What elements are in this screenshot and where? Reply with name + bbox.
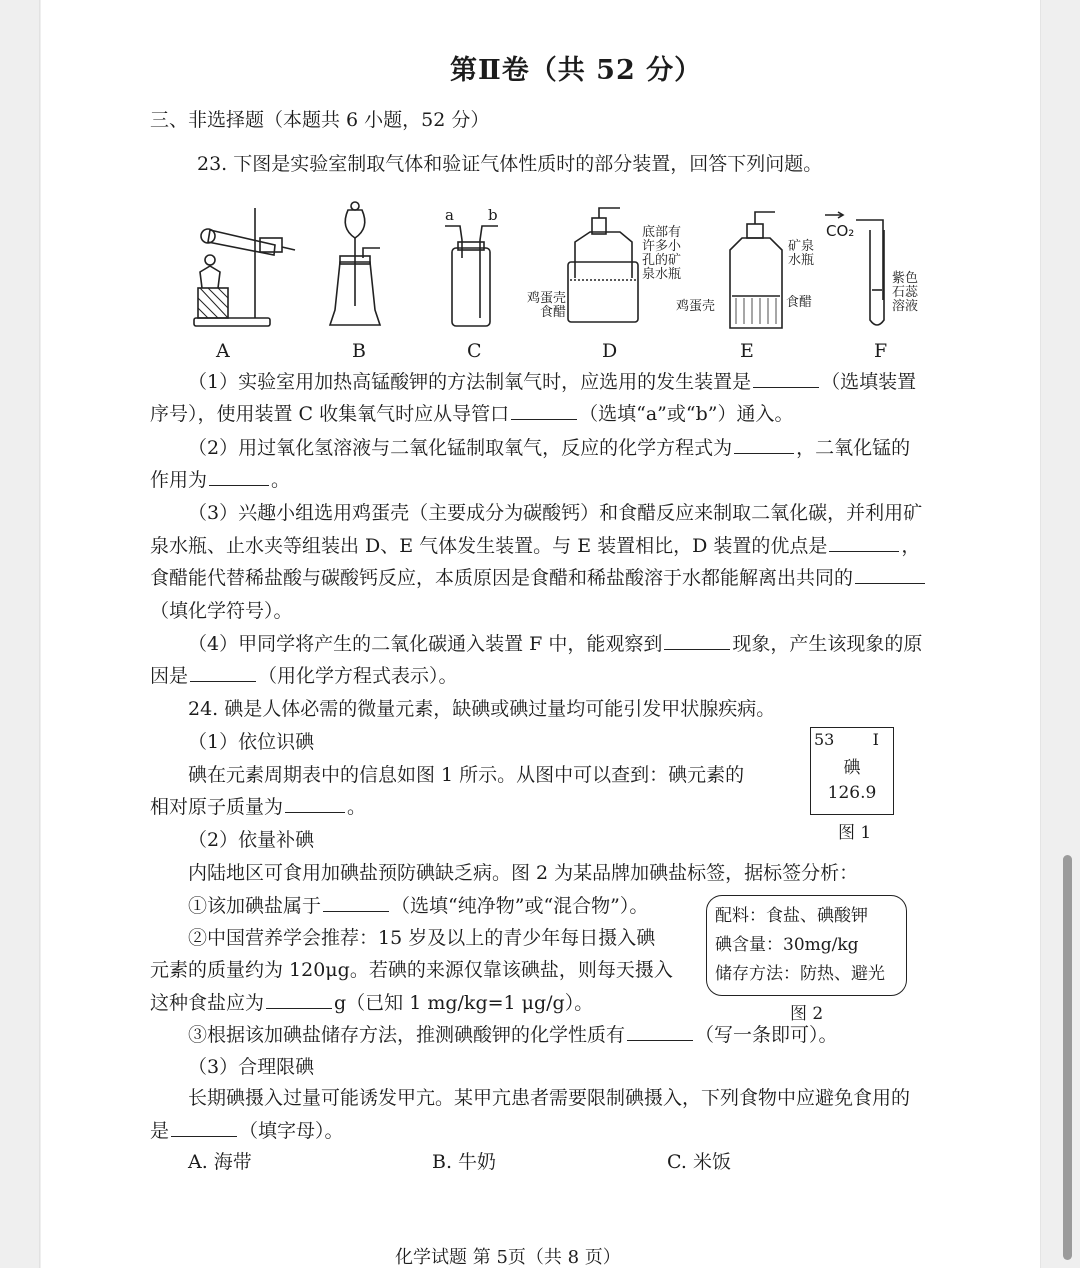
apparatus-label-e: E: [740, 340, 754, 362]
answer-blank[interactable]: [627, 1023, 693, 1041]
apparatus-label-f: F: [874, 340, 888, 362]
apparatus-label-c: C: [467, 340, 482, 362]
q24-sub1-title: （1）依位识碘: [188, 731, 315, 753]
answer-blank[interactable]: [753, 370, 819, 388]
option-b: B. 牛奶: [432, 1151, 497, 1173]
q24-sub2-q1: ①该加碘盐属于 （选填“纯净物”或“混合物”）。: [188, 895, 649, 917]
e-right-label: 食醋: [786, 295, 813, 310]
atomic-number: 53: [814, 730, 835, 749]
apparatus-figure: [180, 200, 960, 370]
part-heading: 三、非选择题（本题共 6 小题，52 分）: [150, 109, 490, 131]
q23-part4-line1: （4）甲同学将产生的二氧化碳通入装置 F 中，能观察到 现象，产生该现象的原: [188, 633, 923, 655]
left-gutter: [0, 0, 40, 1268]
q23-stem: 23. 下图是实验室制取气体和验证气体性质时的部分装置，回答下列问题。: [197, 153, 823, 175]
answer-blank[interactable]: [734, 436, 794, 454]
answer-blank[interactable]: [190, 664, 256, 682]
q23-part1-line2: 序号），使用装置 C 收集氧气时应从导管口 （选填“a”或“b”）通入。: [150, 403, 794, 425]
q23-part3-line4: （填化学符号）。: [150, 600, 293, 622]
q24-sub2-q2-line3: 这种食盐应为 g（已知 1 mg/kg=1 μg/g）。: [150, 992, 594, 1014]
q24-sub2-q2-line1: ②中国营养学会推荐：15 岁及以上的青少年每日摄入碘: [188, 927, 656, 949]
apparatus-label-d: D: [602, 340, 618, 362]
f-note: 紫色 石蕊 溶液: [892, 271, 919, 314]
f-gas-label: CO₂: [826, 222, 855, 240]
q23-part1-line1: （1）实验室用加热高锰酸钾的方法制氧气时，应选用的发生装置是 （选填装置: [188, 371, 917, 393]
figure-2-caption: 图 2: [790, 1004, 824, 1024]
answer-blank[interactable]: [209, 468, 269, 486]
answer-blank[interactable]: [323, 894, 389, 912]
d-left-labels: 鸡蛋壳 食醋: [527, 291, 567, 320]
salt-label-box: [706, 895, 907, 996]
q23-part3-line3: 食醋能代替稀盐酸与碳酸钙反应，本质原因是食醋和稀盐酸溶于水都能解离出共同的: [150, 566, 927, 590]
q24-sub3-title: （3）合理限碘: [188, 1056, 315, 1078]
e-left-label: 鸡蛋壳: [676, 299, 716, 314]
section-title: 第Ⅱ卷（共 52 分）: [450, 55, 703, 86]
q24-sub1-line1: 碘在元素周期表中的信息如图 1 所示。从图中可以查到：碘元素的: [188, 764, 745, 786]
figure-1-caption: 图 1: [838, 823, 872, 843]
q24-sub1-line2: 相对原子质量为 。: [150, 796, 367, 818]
answer-blank[interactable]: [266, 991, 332, 1009]
salt-label-ingredients: 配料：食盐、碘酸钾: [715, 906, 868, 926]
element-symbol: I: [872, 730, 879, 749]
q23-part2-line2: 作用为 。: [150, 469, 291, 491]
q24-sub3-line1: 长期碘摄入过量可能诱发甲亢。某甲亢患者需要限制碘摄入，下列食物中应避免食用的: [188, 1087, 911, 1109]
q24-sub2-q2-line2: 元素的质量约为 120μg。若碘的来源仅靠该碘盐，则每天摄入: [150, 959, 673, 981]
answer-blank[interactable]: [855, 566, 925, 584]
port-a-label: a: [445, 206, 454, 224]
answer-blank[interactable]: [285, 795, 345, 813]
answer-blank[interactable]: [171, 1119, 237, 1137]
right-gutter: [1040, 0, 1080, 1268]
apparatus-drawings: [180, 200, 960, 340]
salt-label-iodine-content: 碘含量：30mg/kg: [715, 935, 859, 955]
element-name: 碘: [843, 758, 861, 778]
port-b-label: b: [488, 206, 498, 224]
q24-sub2-q3: ③根据该加碘盐储存方法，推测碘酸钾的化学性质有 （写一条即可）。: [188, 1024, 838, 1046]
q24-stem: 24. 碘是人体必需的微量元素，缺碘或碘过量均可能引发甲状腺疾病。: [188, 698, 776, 720]
page-footer: 化学试题 第 5页（共 8 页）: [395, 1247, 621, 1268]
answer-blank[interactable]: [664, 632, 730, 650]
apparatus-label-b: B: [352, 340, 366, 362]
q24-sub2-intro: 内陆地区可食用加碘盐预防碘缺乏病。图 2 为某品牌加碘盐标签，据标签分析：: [188, 862, 859, 884]
q23-part2-line1: （2）用过氧化氢溶液与二氧化锰制取氧气，反应的化学方程式为 ，二氧化锰的: [188, 437, 911, 459]
atomic-mass: 126.9: [827, 783, 877, 803]
q24-sub2-title: （2）依量补碘: [188, 829, 315, 851]
periodic-element-card: [810, 727, 894, 815]
q24-sub3-line2: 是 （填字母）。: [150, 1120, 344, 1142]
q23-part3-line1: （3）兴趣小组选用鸡蛋壳（主要成分为碳酸钙）和食醋反应来制取二氧化碳，并利用矿: [188, 502, 923, 524]
option-c: C. 米饭: [667, 1151, 731, 1173]
apparatus-label-a: A: [216, 340, 230, 362]
d-note: 底部有 许多小 孔的矿 泉水瓶: [642, 225, 682, 282]
salt-label-storage: 储存方法：防热、避光: [715, 964, 885, 984]
answer-blank[interactable]: [511, 402, 577, 420]
vertical-scrollbar-thumb[interactable]: [1063, 855, 1072, 1260]
e-note: 矿泉 水瓶: [788, 239, 815, 268]
option-a: A. 海带: [188, 1151, 252, 1173]
q23-part3-line2: 泉水瓶、止水夹等组装出 D、E 气体发生装置。与 E 装置相比，D 装置的优点是 ，: [150, 535, 921, 557]
answer-blank[interactable]: [829, 534, 899, 552]
q23-part4-line2: 因是 （用化学方程式表示）。: [150, 665, 458, 687]
